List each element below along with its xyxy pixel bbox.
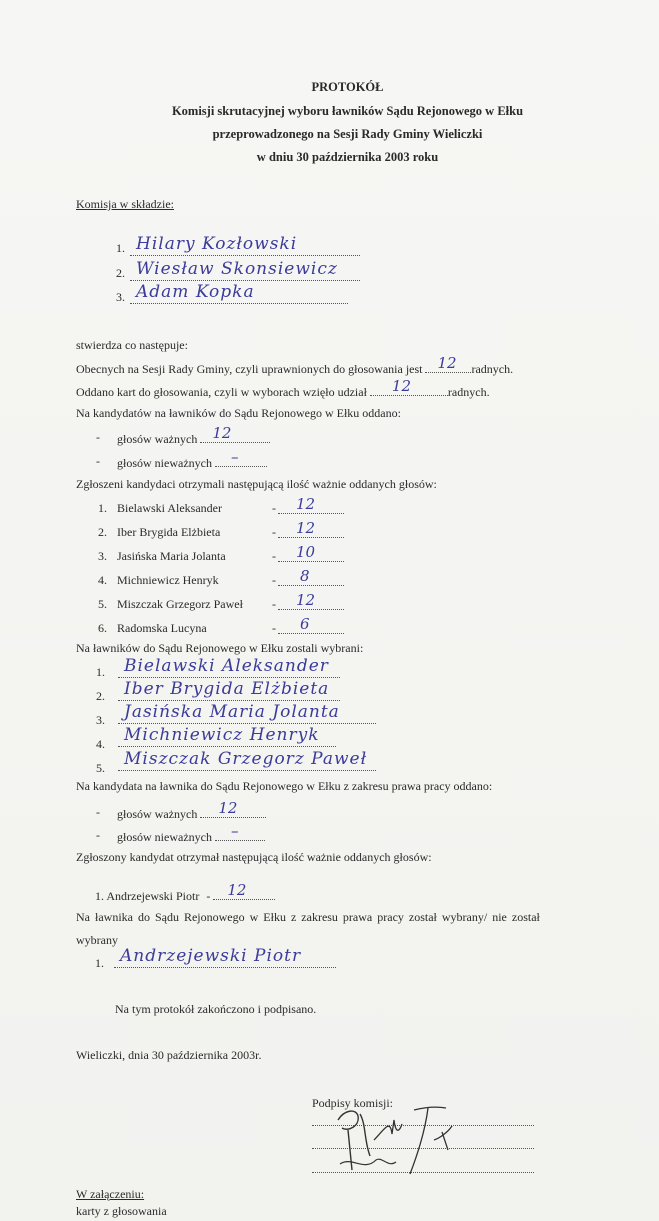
candidates-intro: Na kandydatów na ławników do Sądu Rejonowego w Ełku oddano: — [76, 406, 401, 420]
candidate-votes-field — [278, 495, 344, 514]
cards-label: Oddano kart do głosowania, czyli w wyborach wzięło udział — [76, 385, 367, 399]
member-name-handwritten: Wiesław Skonsiewicz — [136, 259, 338, 279]
candidate-name: Jasińska Maria Jolanta — [117, 549, 226, 563]
invalid-votes-line — [117, 448, 267, 471]
candidate-name: Miszczak Grzegorz Paweł — [117, 597, 243, 611]
closing-statement: Na tym protokół zakończono i podpisano. — [115, 1002, 317, 1016]
elected-name-handwritten: Miszczak Grzegorz Paweł — [124, 749, 368, 769]
labor-valid-value: 12 — [218, 799, 238, 817]
candidate-votes-field — [278, 591, 344, 610]
commission-signatures — [330, 1100, 480, 1180]
valid-votes-value: 12 — [212, 424, 232, 442]
candidate-name: Michniewicz Henryk — [117, 573, 219, 587]
candidate-row — [98, 519, 316, 540]
valid-votes-label: głosów ważnych — [117, 432, 198, 446]
invalid-votes-dash: - — [96, 454, 100, 468]
valid-votes-line — [117, 424, 270, 447]
labor-candidate-row — [95, 881, 275, 904]
labor-invalid-value: – — [230, 822, 239, 840]
document-subtitle-commission: Komisji skrutacyjnej wyboru ławników Sądu Rejonowego w Ełku — [171, 104, 524, 118]
elected-name-handwritten: Bielawski Aleksander — [124, 656, 329, 676]
labor-reported-text: Zgłoszony kandydat otrzymał następującą ilość ważnie oddanych głosów: — [76, 850, 432, 864]
candidate-number: 4. — [98, 573, 107, 587]
present-field — [425, 354, 471, 373]
candidate-number: 3. — [98, 549, 107, 563]
candidate-dash: - — [272, 573, 276, 587]
signatures-label: Podpisy komisji: — [312, 1096, 394, 1110]
elected-line — [118, 749, 376, 771]
valid-votes-dash: - — [96, 430, 100, 444]
candidate-row — [98, 615, 310, 636]
candidate-name: Iber Brygida Elżbieta — [117, 525, 221, 539]
candidate-dash: - — [272, 525, 276, 539]
candidate-dash: - — [272, 621, 276, 635]
document-subtitle-date: w dniu 30 października 2003 roku — [256, 150, 439, 164]
candidate-number: 1. — [98, 501, 107, 515]
labor-elected-line2: wybrany — [76, 933, 118, 947]
elected-line — [118, 702, 376, 724]
candidate-row — [98, 543, 316, 564]
candidate-votes: 10 — [296, 543, 316, 561]
cards-unit: radnych. — [447, 385, 490, 399]
member-line — [130, 259, 360, 281]
labor-elected-line1: Na ławnika do Sądu Rejonowego w Ełku z zakresu prawa pracy został wybrany/ nie został — [76, 910, 540, 924]
candidate-votes: 12 — [296, 495, 316, 513]
candidate-dash: - — [272, 597, 276, 611]
candidate-row — [98, 495, 316, 516]
elected-line — [118, 656, 340, 678]
elected-number: 2. — [96, 689, 105, 703]
labor-elected-line — [114, 946, 336, 968]
document-subtitle-session: przeprowadzonego na Sesji Rady Gminy Wieliczki — [212, 127, 483, 141]
labor-candidate-number: 1. — [95, 889, 104, 903]
invalid-votes-field — [215, 448, 267, 467]
states-text: stwierdza co następuje: — [76, 338, 188, 352]
elected-heading: Na ławników do Sądu Rejonowego w Ełku zostali wybrani: — [76, 641, 364, 655]
candidate-dash: - — [272, 501, 276, 515]
invalid-votes-label: głosów nieważnych — [117, 456, 212, 470]
labor-candidate-dash: - — [206, 889, 211, 903]
labor-intro: Na kandydata na ławnika do Sądu Rejonowego w Ełku z zakresu prawa pracy oddano: — [76, 779, 493, 793]
cards-line — [76, 377, 490, 400]
member-number: 1. — [116, 241, 125, 255]
elected-number: 4. — [96, 737, 105, 751]
elected-line — [118, 725, 336, 747]
elected-name-handwritten: Jasińska Maria Jolanta — [124, 702, 340, 722]
candidate-row — [98, 567, 310, 588]
elected-number: 5. — [96, 761, 105, 775]
elected-number: 1. — [96, 665, 105, 679]
attachment-item: karty z głosowania — [76, 1204, 167, 1218]
elected-name-handwritten: Michniewicz Henryk — [124, 725, 320, 745]
member-line — [130, 234, 360, 256]
candidate-name: Bielawski Aleksander — [117, 501, 222, 515]
candidate-votes-field — [278, 615, 344, 634]
commission-heading: Komisja w składzie: — [76, 197, 174, 211]
elected-number: 3. — [96, 713, 105, 727]
member-number: 3. — [116, 290, 125, 304]
present-unit: radnych. — [471, 362, 514, 376]
labor-invalid-line — [117, 822, 265, 845]
labor-valid-line — [117, 799, 266, 822]
candidate-votes: 8 — [300, 567, 310, 585]
labor-valid-dash: - — [96, 805, 100, 819]
candidate-votes-field — [278, 519, 344, 538]
candidate-votes-field — [278, 567, 344, 586]
place-date: Wieliczki, dnia 30 października 2003r. — [76, 1048, 262, 1062]
candidate-votes: 12 — [296, 519, 316, 537]
reported-candidates-text: Zgłoszeni kandydaci otrzymali następującą ilość ważnie oddanych głosów: — [76, 477, 437, 491]
document-title: PROTOKÓŁ — [311, 80, 384, 94]
elected-name-handwritten: Iber Brygida Elżbieta — [124, 679, 330, 699]
member-number: 2. — [116, 266, 125, 280]
labor-valid-label: głosów ważnych — [117, 807, 198, 821]
labor-candidate-votes-field — [213, 881, 275, 900]
member-name-handwritten: Adam Kopka — [136, 282, 255, 302]
member-name-handwritten: Hilary Kozłowski — [136, 234, 298, 254]
member-line — [130, 282, 348, 304]
labor-elected-number: 1. — [95, 956, 104, 970]
labor-candidate-name: Andrzejewski Piotr — [106, 889, 200, 903]
candidate-row — [98, 591, 316, 612]
candidate-dash: - — [272, 549, 276, 563]
candidate-number: 2. — [98, 525, 107, 539]
present-line — [76, 354, 514, 377]
labor-candidate-votes: 12 — [227, 881, 247, 899]
present-label: Obecnych na Sesji Rady Gminy, czyli uprawnionych do głosowania jest — [76, 362, 423, 376]
labor-invalid-field — [215, 822, 265, 841]
cards-field — [370, 377, 448, 396]
invalid-votes-value: – — [230, 448, 239, 466]
labor-valid-field — [200, 799, 266, 818]
labor-elected-name-handwritten: Andrzejewski Piotr — [120, 946, 302, 966]
labor-invalid-label: głosów nieważnych — [117, 830, 212, 844]
present-value: 12 — [437, 354, 457, 372]
elected-line — [118, 679, 340, 701]
cards-value: 12 — [391, 377, 412, 395]
candidate-number: 5. — [98, 597, 107, 611]
candidate-votes: 6 — [300, 615, 310, 633]
candidate-number: 6. — [98, 621, 107, 635]
valid-votes-field — [200, 424, 270, 443]
labor-invalid-dash: - — [96, 828, 100, 842]
candidate-name: Radomska Lucyna — [117, 621, 207, 635]
candidate-votes: 12 — [296, 591, 316, 609]
candidate-votes-field — [278, 543, 344, 562]
attachment-heading: W załączeniu: — [76, 1187, 145, 1201]
